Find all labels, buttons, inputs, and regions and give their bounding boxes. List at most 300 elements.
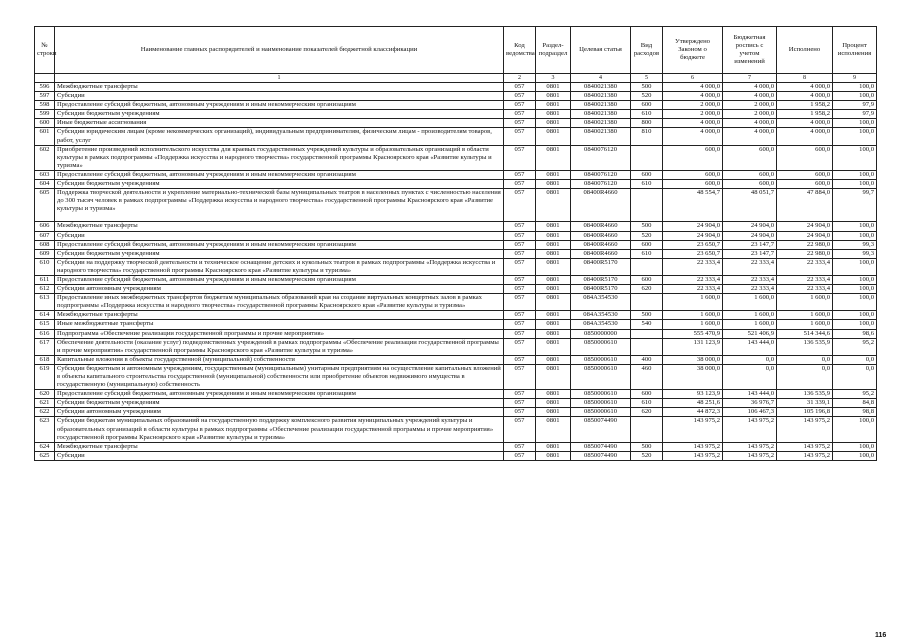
row-name-cell: Предоставление субсидий бюджетным, автономным учреждениям и иным некоммерческим организациям [55,170,504,179]
expense-type-cell: 620 [631,285,663,294]
row-number-cell: 599 [35,110,55,119]
approved-amount-cell: 4 000,0 [663,83,723,92]
table-row [35,364,877,389]
column-number [35,74,55,83]
section-cell: 0801 [536,442,571,451]
dept-code-cell: 057 [504,258,536,275]
approved-amount-cell: 4 000,0 [663,119,723,128]
column-number: 3 [536,74,571,83]
target-article-cell: 08400R5170 [571,258,631,275]
row-number-cell: 623 [35,417,55,442]
percent-cell: 0,0 [833,355,877,364]
row-name-cell: Межбюджетные трансферты [55,83,504,92]
budget-list-amount-cell: 22 333,4 [723,258,777,275]
table-header-row [35,27,877,74]
budget-list-amount-cell: 4 000,0 [723,83,777,92]
row-name-cell: Субсидии [55,92,504,101]
table-row [35,249,877,258]
row-name-cell: Субсидии автономным учреждениям [55,408,504,417]
section-cell: 0801 [536,128,571,145]
percent-cell: 100,0 [833,119,877,128]
row-name-cell: Субсидии бюджетным учреждениям [55,249,504,258]
section-cell: 0801 [536,364,571,389]
target-article-cell: 0850000610 [571,408,631,417]
dept-code-cell: 057 [504,128,536,145]
row-name-cell: Субсидии бюджетным учреждениям [55,110,504,119]
executed-amount-cell: 600,0 [777,170,833,179]
header-section: Раздел-подраздел [536,27,571,74]
header-executed: Исполнено [777,27,833,74]
executed-amount-cell: 0,0 [777,355,833,364]
budget-list-amount-cell: 1 600,0 [723,311,777,320]
executed-amount-cell: 24 904,0 [777,222,833,231]
budget-report-sheet [34,26,887,639]
expense-type-cell [631,329,663,338]
table-row [35,128,877,145]
table-row [35,119,877,128]
approved-amount-cell: 1 600,0 [663,320,723,329]
row-number-cell: 608 [35,240,55,249]
executed-amount-cell: 1 600,0 [777,311,833,320]
section-cell: 0801 [536,92,571,101]
section-cell: 0801 [536,170,571,179]
column-number: 6 [663,74,723,83]
expense-type-cell: 460 [631,364,663,389]
section-cell: 0801 [536,101,571,110]
row-name-cell: Субсидии на поддержку творческой деятельности и техническое оснащение детских и кукольных театров в рамках подпрограммы «Поддержка искусства и народного творчества» государственной программы Красноярского края «Развитие культуры и туризма» [55,258,504,275]
dept-code-cell: 057 [504,189,536,222]
approved-amount-cell: 93 123,9 [663,390,723,399]
percent-cell: 99,3 [833,249,877,258]
header-name: Наименование главных распорядителей и наименование показателей бюджетной классификации [55,27,504,74]
table-row [35,222,877,231]
target-article-cell: 0840076120 [571,170,631,179]
column-number: 7 [723,74,777,83]
row-name-cell: Межбюджетные трансферты [55,442,504,451]
executed-amount-cell: 22 333,4 [777,285,833,294]
expense-type-cell: 520 [631,231,663,240]
percent-cell: 100,0 [833,180,877,189]
target-article-cell: 0840021380 [571,101,631,110]
table-row [35,399,877,408]
target-article-cell: 0850000610 [571,364,631,389]
section-cell: 0801 [536,294,571,311]
table-row [35,390,877,399]
target-article-cell: 08400R4660 [571,222,631,231]
approved-amount-cell: 4 000,0 [663,92,723,101]
budget-list-amount-cell: 0,0 [723,355,777,364]
approved-amount-cell: 23 650,7 [663,249,723,258]
approved-amount-cell: 143 975,2 [663,451,723,460]
table-row [35,258,877,275]
percent-cell: 100,0 [833,83,877,92]
expense-type-cell: 500 [631,442,663,451]
target-article-cell: 0840021380 [571,83,631,92]
target-article-cell: 0850000610 [571,338,631,355]
section-cell: 0801 [536,222,571,231]
dept-code-cell: 057 [504,249,536,258]
section-cell: 0801 [536,249,571,258]
executed-amount-cell: 1 958,2 [777,101,833,110]
approved-amount-cell: 600,0 [663,145,723,170]
executed-amount-cell: 4 000,0 [777,128,833,145]
approved-amount-cell: 2 000,0 [663,110,723,119]
percent-cell: 99,3 [833,240,877,249]
section-cell: 0801 [536,417,571,442]
percent-cell: 100,0 [833,442,877,451]
header-target-article: Целевая статья [571,27,631,74]
percent-cell: 98,8 [833,408,877,417]
approved-amount-cell: 4 000,0 [663,128,723,145]
row-number-cell: 618 [35,355,55,364]
approved-amount-cell: 600,0 [663,170,723,179]
row-name-cell: Межбюджетные трансферты [55,222,504,231]
dept-code-cell: 057 [504,399,536,408]
expense-type-cell: 400 [631,355,663,364]
table-row [35,240,877,249]
table-row [35,110,877,119]
expense-type-cell: 610 [631,249,663,258]
section-cell: 0801 [536,320,571,329]
row-number-cell: 621 [35,399,55,408]
row-name-cell: Обеспечение деятельности (оказание услуг) подведомственных учреждений в рамках подпрограммы «Обеспечение реализации государственной программы и прочие мероприятия» государственной программы Красноярского края «Развитие культуры и туризма» [55,338,504,355]
budget-list-amount-cell: 2 000,0 [723,110,777,119]
section-cell: 0801 [536,390,571,399]
section-cell: 0801 [536,399,571,408]
dept-code-cell: 057 [504,240,536,249]
expense-type-cell: 600 [631,240,663,249]
row-number-cell: 612 [35,285,55,294]
row-number-cell: 611 [35,275,55,284]
executed-amount-cell: 24 904,0 [777,231,833,240]
percent-cell: 100,0 [833,258,877,275]
budget-list-amount-cell: 600,0 [723,170,777,179]
executed-amount-cell: 136 535,9 [777,390,833,399]
expense-type-cell: 600 [631,275,663,284]
expense-type-cell: 800 [631,119,663,128]
row-number-cell: 622 [35,408,55,417]
row-name-cell: Приобретение произведений исполнительского искусства для краевых государственных учреждений культуры и образовательных организаций в области культуры в рамках подпрограммы «Поддержка искусства и народного творчества» государственной программы Красноярского края «Развитие культуры и туризма» [55,145,504,170]
row-name-cell: Предоставление иных межбюджетных трансфертов бюджетам муниципальных образований края на создание виртуальных концертных залов в рамках подпрограммы «Поддержка искусства и народного творчества» государственной программы Красноярского края «Развитие культуры и туризма» [55,294,504,311]
percent-cell: 100,0 [833,145,877,170]
table-row [35,338,877,355]
executed-amount-cell: 47 884,0 [777,189,833,222]
column-number: 8 [777,74,833,83]
approved-amount-cell: 23 650,7 [663,240,723,249]
section-cell: 0801 [536,285,571,294]
expense-type-cell [631,294,663,311]
executed-amount-cell: 514 344,6 [777,329,833,338]
approved-amount-cell: 143 975,2 [663,442,723,451]
row-name-cell: Предоставление субсидий бюджетным, автономным учреждениям и иным некоммерческим организациям [55,390,504,399]
dept-code-cell: 057 [504,275,536,284]
percent-cell: 84,8 [833,399,877,408]
budget-list-amount-cell: 22 333,4 [723,275,777,284]
budget-list-amount-cell: 2 000,0 [723,101,777,110]
section-cell: 0801 [536,451,571,460]
table-row [35,329,877,338]
executed-amount-cell: 143 975,2 [777,417,833,442]
table-row [35,170,877,179]
row-name-cell: Субсидии бюджетным учреждениям [55,180,504,189]
budget-list-amount-cell: 4 000,0 [723,92,777,101]
section-cell: 0801 [536,110,571,119]
dept-code-cell: 057 [504,222,536,231]
row-number-cell: 619 [35,364,55,389]
section-cell: 0801 [536,258,571,275]
percent-cell: 100,0 [833,231,877,240]
percent-cell: 97,9 [833,110,877,119]
approved-amount-cell: 24 904,0 [663,222,723,231]
dept-code-cell: 057 [504,338,536,355]
row-name-cell: Субсидии автономным учреждениям [55,285,504,294]
expense-type-cell [631,258,663,275]
row-number-cell: 598 [35,101,55,110]
budget-list-amount-cell: 24 904,0 [723,231,777,240]
budget-execution-table [34,26,877,461]
table-row [35,83,877,92]
section-cell: 0801 [536,329,571,338]
expense-type-cell: 500 [631,222,663,231]
expense-type-cell [631,338,663,355]
dept-code-cell: 057 [504,83,536,92]
section-cell: 0801 [536,119,571,128]
approved-amount-cell: 24 904,0 [663,231,723,240]
expense-type-cell: 610 [631,110,663,119]
table-row [35,294,877,311]
table-row [35,231,877,240]
executed-amount-cell: 4 000,0 [777,119,833,128]
budget-list-amount-cell: 4 000,0 [723,119,777,128]
approved-amount-cell: 1 600,0 [663,294,723,311]
dept-code-cell: 057 [504,442,536,451]
table-row [35,355,877,364]
row-number-cell: 613 [35,294,55,311]
table-row [35,320,877,329]
percent-cell: 95,2 [833,338,877,355]
percent-cell: 0,0 [833,364,877,389]
expense-type-cell: 810 [631,128,663,145]
budget-list-amount-cell: 143 975,2 [723,442,777,451]
percent-cell: 99,7 [833,189,877,222]
table-row [35,275,877,284]
table-row [35,417,877,442]
budget-list-amount-cell: 1 600,0 [723,320,777,329]
dept-code-cell: 057 [504,180,536,189]
budget-list-amount-cell: 600,0 [723,180,777,189]
percent-cell: 100,0 [833,170,877,179]
row-number-cell: 609 [35,249,55,258]
target-article-cell: 08400R4660 [571,240,631,249]
target-article-cell: 0850000610 [571,390,631,399]
row-number-cell: 603 [35,170,55,179]
approved-amount-cell: 48 554,7 [663,189,723,222]
expense-type-cell: 610 [631,180,663,189]
approved-amount-cell: 48 251,6 [663,399,723,408]
target-article-cell: 084A354530 [571,311,631,320]
executed-amount-cell: 136 535,9 [777,338,833,355]
section-cell: 0801 [536,275,571,284]
dept-code-cell: 057 [504,285,536,294]
target-article-cell: 08400R4660 [571,189,631,222]
column-number: 1 [55,74,504,83]
header-dept-code: Код ведомства [504,27,536,74]
expense-type-cell: 520 [631,92,663,101]
budget-list-amount-cell: 22 333,4 [723,285,777,294]
budget-list-amount-cell: 48 051,7 [723,189,777,222]
expense-type-cell: 610 [631,399,663,408]
expense-type-cell [631,189,663,222]
percent-cell: 97,9 [833,101,877,110]
dept-code-cell: 057 [504,417,536,442]
table-row [35,311,877,320]
target-article-cell: 0850074490 [571,442,631,451]
dept-code-cell: 057 [504,170,536,179]
section-cell: 0801 [536,145,571,170]
expense-type-cell: 600 [631,170,663,179]
executed-amount-cell: 4 000,0 [777,83,833,92]
row-name-cell: Межбюджетные трансферты [55,311,504,320]
row-number-cell: 604 [35,180,55,189]
percent-cell: 100,0 [833,92,877,101]
row-name-cell: Предоставление субсидий бюджетным, автономным учреждениям и иным некоммерческим организациям [55,101,504,110]
dept-code-cell: 057 [504,311,536,320]
row-number-cell: 606 [35,222,55,231]
header-expense-type: Вид расходов [631,27,663,74]
target-article-cell: 0840021380 [571,92,631,101]
executed-amount-cell: 22 980,0 [777,240,833,249]
budget-list-amount-cell: 36 976,7 [723,399,777,408]
percent-cell: 100,0 [833,311,877,320]
expense-type-cell: 500 [631,83,663,92]
column-number: 5 [631,74,663,83]
row-name-cell: Капитальные вложения в объекты государственной (муниципальной) собственности [55,355,504,364]
row-number-cell: 620 [35,390,55,399]
dept-code-cell: 057 [504,92,536,101]
dept-code-cell: 057 [504,320,536,329]
executed-amount-cell: 4 000,0 [777,92,833,101]
expense-type-cell: 620 [631,408,663,417]
approved-amount-cell: 555 470,9 [663,329,723,338]
dept-code-cell: 057 [504,408,536,417]
dept-code-cell: 057 [504,145,536,170]
header-row-number: № строки [35,27,55,74]
row-number-cell: 605 [35,189,55,222]
budget-list-amount-cell: 24 904,0 [723,222,777,231]
budget-list-amount-cell: 143 444,0 [723,338,777,355]
table-row [35,180,877,189]
row-name-cell: Субсидии бюджетным учреждениям [55,399,504,408]
dept-code-cell: 057 [504,451,536,460]
dept-code-cell: 057 [504,119,536,128]
approved-amount-cell: 2 000,0 [663,101,723,110]
budget-list-amount-cell: 143 975,2 [723,417,777,442]
section-cell: 0801 [536,311,571,320]
row-name-cell: Субсидии бюджетным и автономным учреждениям, государственным (муниципальным) унитарным предприятиям на осуществление капитальных вложений в объекты капитального строительства государственной (муниципальной) собственности или приобретение объектов недвижимого имущества в государственную (муниципальную) собственность [55,364,504,389]
row-name-cell: Предоставление субсидий бюджетным, автономным учреждениям и иным некоммерческим организациям [55,240,504,249]
table-row [35,451,877,460]
target-article-cell: 0840021380 [571,110,631,119]
section-cell: 0801 [536,83,571,92]
approved-amount-cell: 131 123,9 [663,338,723,355]
executed-amount-cell: 143 975,2 [777,442,833,451]
approved-amount-cell: 44 872,3 [663,408,723,417]
row-name-cell: Подпрограмма «Обеспечение реализации государственной программы и прочие мероприятия» [55,329,504,338]
budget-list-amount-cell: 143 975,2 [723,451,777,460]
dept-code-cell: 057 [504,110,536,119]
percent-cell: 100,0 [833,320,877,329]
approved-amount-cell: 22 333,4 [663,258,723,275]
expense-type-cell [631,145,663,170]
section-cell: 0801 [536,338,571,355]
executed-amount-cell: 1 600,0 [777,294,833,311]
budget-list-amount-cell: 4 000,0 [723,128,777,145]
executed-amount-cell: 143 975,2 [777,451,833,460]
row-name-cell: Предоставление субсидий бюджетным, автономным учреждениям и иным некоммерческим организациям [55,275,504,284]
table-row [35,285,877,294]
approved-amount-cell: 38 000,0 [663,364,723,389]
approved-amount-cell: 1 600,0 [663,311,723,320]
budget-list-amount-cell: 1 600,0 [723,294,777,311]
header-budget-list: Бюджетная роспись с учетом изменений [723,27,777,74]
target-article-cell: 08400R4660 [571,231,631,240]
row-name-cell: Иные бюджетные ассигнования [55,119,504,128]
target-article-cell: 084A354530 [571,294,631,311]
section-cell: 0801 [536,189,571,222]
section-cell: 0801 [536,408,571,417]
row-number-cell: 600 [35,119,55,128]
executed-amount-cell: 22 333,4 [777,258,833,275]
executed-amount-cell: 22 980,0 [777,249,833,258]
approved-amount-cell: 22 333,4 [663,275,723,284]
approved-amount-cell: 143 975,2 [663,417,723,442]
target-article-cell: 0850074490 [571,417,631,442]
dept-code-cell: 057 [504,329,536,338]
expense-type-cell: 520 [631,451,663,460]
table-row [35,408,877,417]
executed-amount-cell: 31 339,1 [777,399,833,408]
executed-amount-cell: 600,0 [777,145,833,170]
expense-type-cell: 500 [631,311,663,320]
column-number: 9 [833,74,877,83]
row-number-cell: 616 [35,329,55,338]
page-number: 116 [875,632,887,639]
table-row [35,442,877,451]
target-article-cell: 0840076120 [571,180,631,189]
column-number: 2 [504,74,536,83]
executed-amount-cell: 1 958,2 [777,110,833,119]
row-number-cell: 597 [35,92,55,101]
row-name-cell: Субсидии [55,451,504,460]
header-approved: Утверждено Законом о бюджете [663,27,723,74]
dept-code-cell: 057 [504,231,536,240]
approved-amount-cell: 600,0 [663,180,723,189]
row-name-cell: Субсидии бюджетам муниципальных образований на государственную поддержку комплексного развития муниципальных учреждений культуры и образовательных организаций в области культуры в рамках подпрограммы «Обеспечение реализации государственной программы и прочие мероприятия» государственной программы Красноярского края «Развитие культуры и туризма» [55,417,504,442]
percent-cell: 100,0 [833,294,877,311]
executed-amount-cell: 1 600,0 [777,320,833,329]
dept-code-cell: 057 [504,355,536,364]
percent-cell: 100,0 [833,285,877,294]
row-number-cell: 625 [35,451,55,460]
target-article-cell: 0840021380 [571,128,631,145]
target-article-cell: 0840021380 [571,119,631,128]
row-number-cell: 617 [35,338,55,355]
budget-list-amount-cell: 23 147,7 [723,249,777,258]
row-name-cell: Поддержка творческой деятельности и укрепление материально-технической базы муниципальных театров в населенных пунктах с численностью населения до 300 тысяч человек в рамках подпрограммы «Поддержка искусства и народного творчества» государственной программы Красноярского края «Развитие культуры и туризма» [55,189,504,222]
row-number-cell: 610 [35,258,55,275]
target-article-cell: 084A354530 [571,320,631,329]
executed-amount-cell: 0,0 [777,364,833,389]
